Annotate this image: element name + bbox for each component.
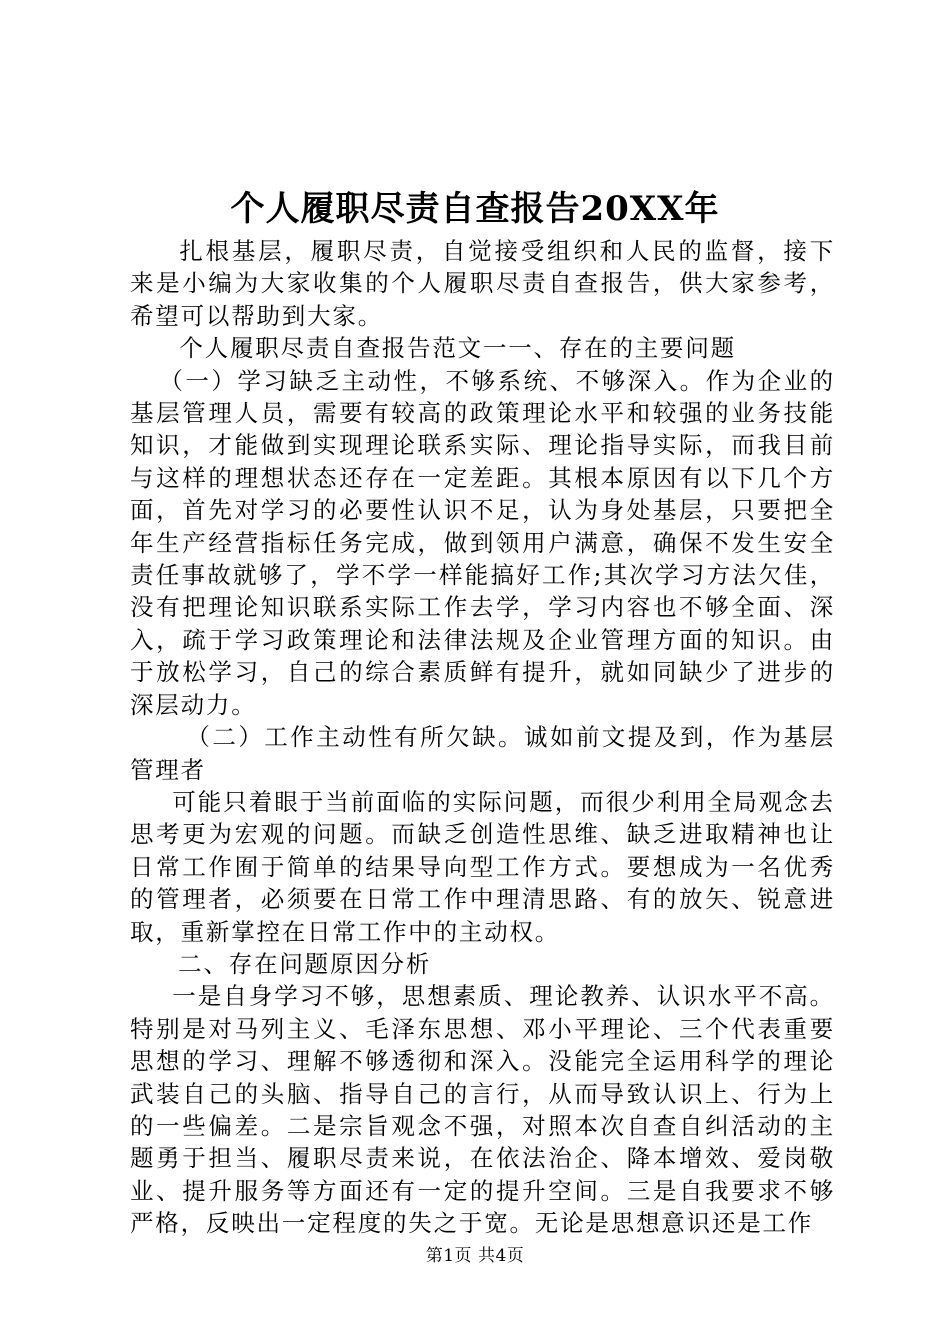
causes-paragraph: 一是自身学习不够，思想素质、理论教养、认识水平不高。特别是对马列主义、毛泽东思想、邓小平理论、三个代表重要思想的学习、理解不够透彻和深入。没能完全运用科学的理论武装自己的头脑、指导自己的言行，从而导致认识上、行为上的一些偏差。二是宗旨观念不强，对照本次自查自纠活动的主题勇于担当、履职尽责来说，在依法治企、降本增效、爱岗敬业、提升服务等方面还有一定的提升空间。三是自我要求不够严格，反映出一定程度的失之于宽。无论是思想意识还是工作 bbox=[130, 982, 835, 1238]
continuation-paragraph: 可能只着眼于当前面临的实际问题，而很少利用全局观念去思考更为宏观的问题。而缺乏创造性思维、缺乏进取精神也让日常工作囿于简单的结果导向型工作方式。要想成为一名优秀的管理者，必须要在日常工作中理清思路、有的放矢、锐意进取，重新掌控在日常工作中的主动权。 bbox=[130, 787, 835, 946]
document-body bbox=[130, 235, 835, 1240]
document-title: 个人履职尽责自查报告20XX年 bbox=[230, 189, 720, 229]
intro-paragraph: 扎根基层，履职尽责，自觉接受组织和人民的监督，接下来是小编为大家收集的个人履职尽责自查报告，供大家参考，希望可以帮助到大家。 bbox=[130, 237, 835, 330]
page-footer: 第1页 共4页 bbox=[425, 1246, 525, 1266]
section-heading-causes: 二、存在问题原因分析 bbox=[178, 949, 432, 978]
section-heading-problems: 个人履职尽责自查报告范文一一、存在的主要问题 bbox=[179, 334, 736, 363]
problem-two-paragraph: （二）工作主动性有所欠缺。诚如前文提及到，作为基层管理者 bbox=[130, 723, 835, 784]
problem-one-paragraph: （一）学习缺乏主动性，不够系统、不够深入。作为企业的基层管理人员，需要有较高的政策理论水平和较强的业务技能知识，才能做到实现理论联系实际、理论指导实际，而我目前与这样的理想状态还存在一定差距。其根本原因有以下几个方面，首先对学习的必要性认识不足，认为身处基层，只要把全年生产经营指标任务完成，做到领用户满意，确保不发生安全责任事故就够了，学不学一样能搞好工作;其次学习方法欠佳，没有把理论知识联系实际工作去学，学习内容也不够全面、深入，疏于学习政策理论和法律法规及企业管理方面的知识。由于放松学习，自己的综合素质鲜有提升，就如同缺少了进步的深层动力。 bbox=[130, 366, 835, 719]
